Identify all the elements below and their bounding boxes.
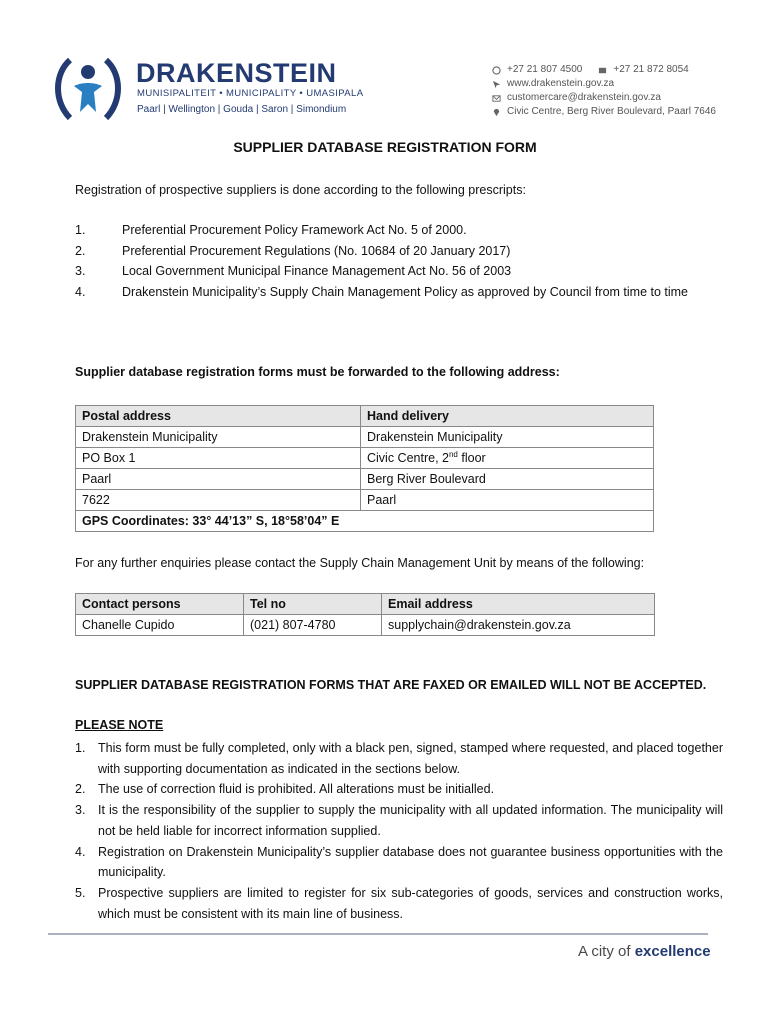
warning-text: SUPPLIER DATABASE REGISTRATION FORMS THAT ARE FAXED OR EMAILED WILL NOT BE ACCEPTED. <box>75 678 707 692</box>
gps-coordinates: GPS Coordinates: 33° 44’13” S, 18°58’04” E <box>76 511 654 532</box>
postal-header: Postal address <box>76 406 361 427</box>
table-cell: Drakenstein Municipality <box>361 427 654 448</box>
contact-block <box>492 63 716 119</box>
table-row <box>76 448 654 469</box>
table-cell <box>361 448 654 469</box>
note-heading: PLEASE NOTE <box>75 718 164 732</box>
brand-subtitle: MUNISIPALITEIT • MUNICIPALITY • UMASIPALA <box>137 88 364 99</box>
enquiries-text: For any further enquiries please contact the Supply Chain Management Unit by means of the following: <box>75 556 645 570</box>
table-row <box>76 615 655 636</box>
table-cell: Berg River Boulevard <box>361 469 654 490</box>
table-cell-text: floor <box>457 451 486 466</box>
list-item: 3. It is the responsibility of the supplier to supply the municipality with all updated information. The municipality will not be held liable for incorrect information supplied. <box>75 803 723 838</box>
table-cell: 7622 <box>76 490 361 511</box>
contact-table <box>75 593 655 636</box>
list-item: 4. Drakenstein Municipality’s Supply Chain Management Policy as approved by Council from time to time <box>75 284 689 299</box>
contact-email[interactable]: supplychain@drakenstein.gov.za <box>382 615 655 636</box>
table-header-row <box>76 594 655 615</box>
email-link[interactable]: customercare@drakenstein.gov.za <box>507 92 661 103</box>
list-item: 1. This form must be fully completed, only with a black pen, signed, stamped where requested, and placed together with supporting documentation as indicated in the sections below. <box>75 741 723 776</box>
cursor-icon <box>492 80 501 89</box>
list-item: 2. The use of correction fluid is prohibited. All alterations must be initialled. <box>75 782 495 797</box>
fax-number: +27 21 872 8054 <box>613 64 689 75</box>
table-cell: PO Box 1 <box>76 448 361 469</box>
column-header: Tel no <box>244 594 382 615</box>
column-header: Email address <box>382 594 655 615</box>
intro-text: Registration of prospective suppliers is done according to the following prescripts: <box>75 183 526 197</box>
email-row <box>492 91 716 105</box>
fax-icon <box>598 66 607 75</box>
list-item: 1. Preferential Procurement Policy Framework Act No. 5 of 2000. <box>75 223 467 237</box>
phone-icon <box>492 66 501 75</box>
table-row <box>76 469 654 490</box>
office-address: Civic Centre, Berg River Boulevard, Paarl 7646 <box>507 106 716 117</box>
contact-phone[interactable]: (021) 807-4780 <box>244 615 382 636</box>
footer-divider <box>48 933 708 935</box>
envelope-icon <box>492 94 501 103</box>
table-cell: Paarl <box>361 490 654 511</box>
table-row <box>76 427 654 448</box>
list-item: 5. Prospective suppliers are limited to register for six sub-categories of goods, services and construction works, which must be consistent with its main line of business. <box>75 885 723 921</box>
table-cell: Drakenstein Municipality <box>76 427 361 448</box>
address-table <box>75 405 654 532</box>
table-cell: Paarl <box>76 469 361 490</box>
brand-name: DRAKENSTEIN <box>136 58 337 88</box>
tagline-emphasis: excellence <box>634 943 711 960</box>
table-cell-sup: nd <box>448 450 458 460</box>
table-row <box>76 511 654 532</box>
location-pin-icon <box>492 108 501 117</box>
notes-list <box>75 738 723 924</box>
phone-row <box>492 63 716 77</box>
contact-person: Chanelle Cupido <box>76 615 244 636</box>
table-header-row <box>76 406 654 427</box>
page-title: SUPPLIER DATABASE REGISTRATION FORM <box>233 139 537 155</box>
phone-number[interactable]: +27 21 807 4500 <box>507 64 583 75</box>
list-item: 3. Local Government Municipal Finance Management Act No. 56 of 2003 <box>75 264 512 278</box>
municipality-logo-icon <box>50 52 126 124</box>
website-link[interactable]: www.drakenstein.gov.za <box>507 78 615 89</box>
table-row <box>76 490 654 511</box>
list-item: 2. Preferential Procurement Regulations (No. 10684 of 20 January 2017) <box>75 243 511 258</box>
column-header: Contact persons <box>76 594 244 615</box>
web-row <box>492 77 716 91</box>
tagline-text: A city of <box>578 943 635 960</box>
footer-tagline <box>578 943 711 960</box>
brand-towns: Paarl | Wellington | Gouda | Saron | Simondium <box>137 104 347 115</box>
prescripts-list <box>75 220 723 302</box>
table-cell-text: Civic Centre, 2 <box>367 451 449 466</box>
forward-heading: Supplier database registration forms must be forwarded to the following address: <box>75 365 560 379</box>
address-row <box>492 105 716 119</box>
list-item: 4. Registration on Drakenstein Municipality’s supplier database does not guarantee business opportunities with the municipality. <box>75 844 723 880</box>
hand-header: Hand delivery <box>361 406 654 427</box>
